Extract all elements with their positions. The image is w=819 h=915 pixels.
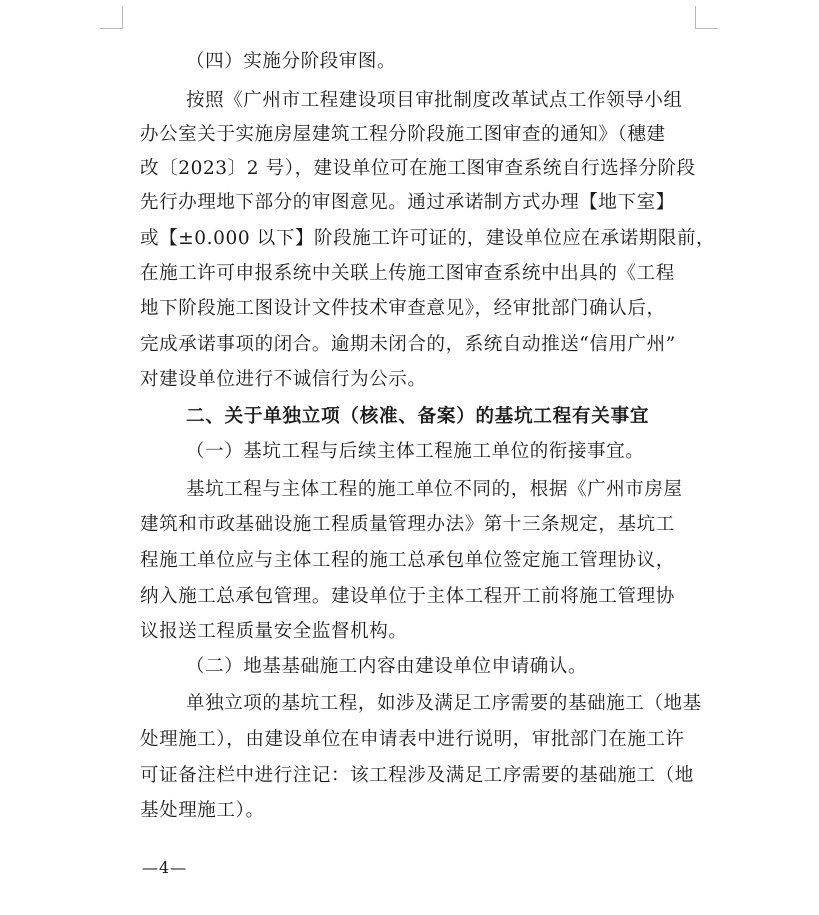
page-number: —4— [142, 858, 188, 877]
paragraph-line: 对建设单位进行不诚信行为公示。 [140, 369, 427, 390]
paragraph-line: 程施工单位应与主体工程的施工总承包单位签定施工管理协议， [140, 550, 675, 571]
paragraph-line: 基坑工程与主体工程的施工单位不同的，根据《广州市房屋 [186, 479, 683, 500]
paragraph-line: 议报送工程质量安全监督机构。 [140, 621, 408, 642]
paragraph-line: 先行办理地下部分的审图意见。通过承诺制方式办理【地下室】 [140, 192, 675, 213]
paragraph-line: 建筑和市政基础设施工程质量管理办法》第十三条规定，基坑工 [140, 514, 675, 535]
paragraph-line: 在施工许可申报系统中关联上传施工图审查系统中出具的《工程 [140, 263, 675, 284]
section-heading: 二、关于单独立项（核准、备案）的基坑工程有关事宜 [186, 406, 650, 427]
paragraph-line: 改〔2023〕2 号），建设单位可在施工图审查系统自行选择分阶段 [140, 158, 696, 179]
subheading-2: （二）地基基础施工内容由建设单位申请确认。 [186, 656, 588, 677]
paragraph-line: 纳入施工总承包管理。建设单位于主体工程开工前将施工管理协 [140, 586, 675, 607]
paragraph-line: 可证备注栏中进行注记：该工程涉及满足工序需要的基础施工（地 [140, 765, 694, 786]
paragraph-line: 按照《广州市工程建设项目审批制度改革试点工作领导小组 [186, 90, 683, 111]
crop-mark-top-right [695, 6, 718, 29]
paragraph-line: 完成承诺事项的闭合。逾期未闭合的，系统自动推送“信用广州” [140, 334, 676, 355]
paragraph-line: 基处理施工）。 [140, 800, 265, 821]
subheading-1: （一）基坑工程与后续主体工程施工单位的衔接事宜。 [186, 441, 645, 462]
crop-mark-top-left [100, 6, 123, 29]
paragraph-line: 处理施工），由建设单位在申请表中进行说明，审批部门在施工许 [140, 729, 685, 750]
subheading-4: （四）实施分阶段审图。 [186, 51, 397, 72]
paragraph-line: 办公室关于实施房屋建筑工程分阶段施工图审查的通知》（穗建 [140, 124, 666, 145]
paragraph-line: 或【±0.000 以下】阶段施工许可证的，建设单位应在承诺期限前， [140, 228, 716, 249]
paragraph-line: 地下阶段施工图设计文件技术审查意见》，经审批部门确认后， [140, 298, 666, 319]
paragraph-line: 单独立项的基坑工程，如涉及满足工序需要的基础施工（地基 [186, 693, 702, 714]
